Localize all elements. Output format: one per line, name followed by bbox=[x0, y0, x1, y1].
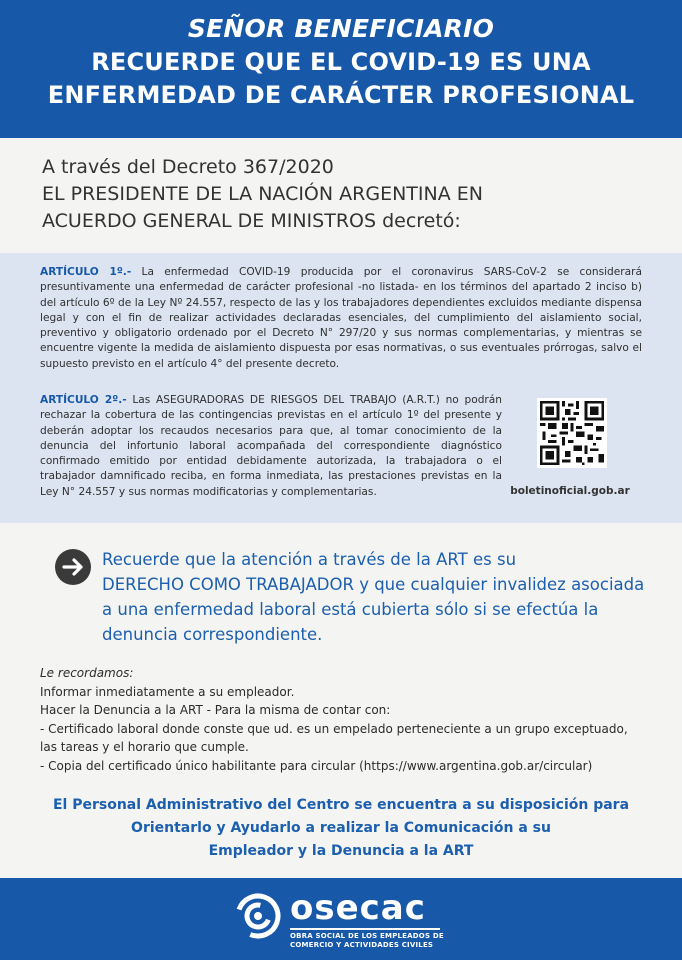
article-1-text: La enfermedad COVID-19 producida por el coronavirus SARS-CoV-2 se considerará presuntivamente una enfermedad de carácter profesional -no listada- en los términos del apartado 2 inciso b) del artículo 6º de la Ley Nº 24.557, respecto de las y los trabajadores dependientes excluidos mediante dispensa legal y con el fin de realizar actividades declaradas esenciales, del cumplimiento del aislamiento social, preventivo y obligatorio ordenado por el Decreto N° 297/20 y sus normas complementarias, y mientras se encuentre vigente la medida de aislamiento dispuesta por esas normativas, o sus eventuales prórrogas, salvo el supuesto previsto en el artículo 4° del presente decreto. bbox=[40, 266, 642, 370]
reminder-line-3: a una enfermedad laboral está cubierta sólo si se efectúa la bbox=[102, 600, 599, 619]
reminder-text bbox=[102, 547, 652, 647]
staff-line-2: Orientarlo y Ayudarlo a realizar la Comunicación a su bbox=[131, 820, 551, 836]
article-2-text: Las ASEGURADORAS DE RIESGOS DEL TRABAJO (A.R.T.) no podrán rechazar la cobertura de las contingencias previstas en el artículo 1º del presente y deberán adoptar los recaudos necesarios para que, al tomar conocimiento de la denuncia del infortunio laboral acompañada del correspondiente diagnóstico confirmado emitido por entidad debidamente autorizada, la trabajadora o el trabajador damnificado reciba, en forma inmediata, las prestaciones previstas en la Ley N° 24.557 y sus normas modificatorias y complementarias. bbox=[40, 394, 502, 498]
article-1 bbox=[40, 265, 642, 372]
staff-line-1: El Personal Administrativo del Centro se encuentra a su disposición para bbox=[52, 797, 630, 813]
intro-line-3: ACUERDO GENERAL DE MINISTROS decretó: bbox=[42, 210, 461, 232]
articles-panel bbox=[0, 253, 682, 523]
footer-banner bbox=[0, 878, 682, 960]
brand-divider bbox=[290, 928, 440, 930]
osecac-logo-icon bbox=[234, 892, 282, 944]
recall-item: - Certificado laboral donde conste que ud. es un empelado perteneciente a un grupo exceptuado, bbox=[40, 721, 628, 736]
decree-intro bbox=[42, 154, 662, 235]
reminder-line-1: Recuerde que la atención a través de la ART es su bbox=[102, 550, 517, 569]
brand-subtitle bbox=[290, 932, 460, 950]
recall-item: - Copia del certificado único habilitante para circular (https://www.argentina.gob.ar/circular) bbox=[40, 758, 593, 773]
reminder-line-2: DERECHO COMO TRABAJADOR y que cualquier invalidez asociada bbox=[102, 575, 645, 594]
staff-line-3: Empleador y la Denuncia a la ART bbox=[208, 843, 474, 859]
intro-line-1: A través del Decreto 367/2020 bbox=[42, 156, 334, 178]
recall-item: Informar inmediatamente a su empleador. bbox=[40, 684, 295, 699]
recall-item: Hacer la Denuncia a la ART - Para la misma de contar con: bbox=[40, 703, 391, 717]
article-1-label: ARTÍCULO 1º.- bbox=[40, 266, 132, 278]
source-website: boletinoficial.gob.ar bbox=[510, 485, 630, 497]
header-subtitle-1: RECUERDE QUE EL COVID-19 ES UNA bbox=[91, 48, 591, 76]
intro-line-2: EL PRESIDENTE DE LA NACIÓN ARGENTINA EN bbox=[42, 183, 483, 205]
header-title: SEÑOR BENEFICIARIO bbox=[187, 14, 495, 43]
qr-code-icon bbox=[537, 398, 607, 468]
recall-item: las tareas y el horario que cumple. bbox=[40, 740, 249, 754]
header-banner bbox=[0, 0, 682, 138]
brand-subtitle-line-2: COMERCIO Y ACTIVIDADES CIVILES bbox=[290, 941, 434, 949]
article-2 bbox=[40, 393, 502, 500]
recall-list bbox=[40, 664, 650, 775]
article-2-label: ARTÍCULO 2º.- bbox=[40, 394, 127, 406]
staff-notice bbox=[0, 794, 682, 863]
reminder-line-4: denuncia correspondiente. bbox=[102, 625, 323, 644]
arrow-right-circle-icon bbox=[55, 549, 91, 585]
brand-subtitle-line-1: OBRA SOCIAL DE LOS EMPLEADOS DE bbox=[290, 932, 444, 940]
header-subtitle-2: ENFERMEDAD DE CARÁCTER PROFESIONAL bbox=[47, 81, 635, 109]
brand-wordmark: osecac bbox=[290, 888, 426, 928]
recall-title: Le recordamos: bbox=[40, 666, 134, 680]
